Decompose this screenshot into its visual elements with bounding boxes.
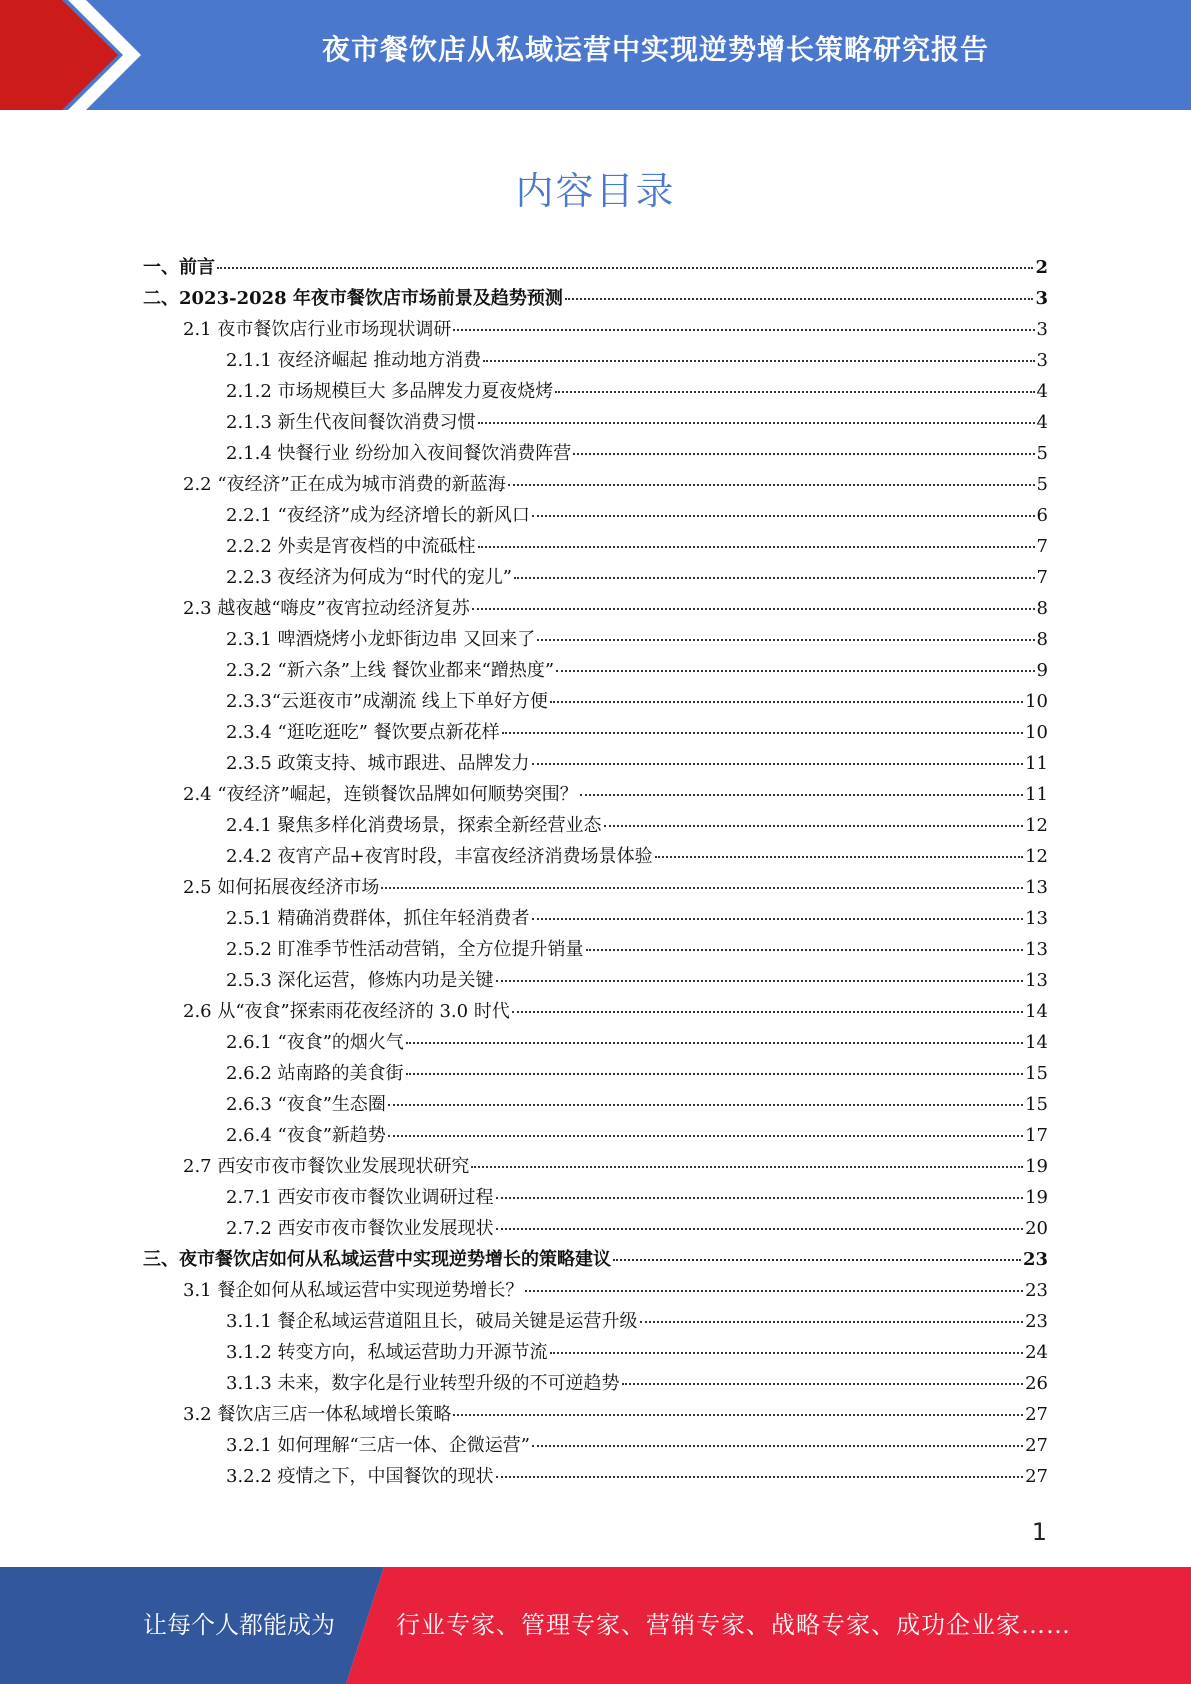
toc-leader-dots xyxy=(381,887,1023,889)
toc-entry-label: 2.3.1 啤酒烧烤小龙虾街边串 又回来了 xyxy=(226,629,536,650)
toc-leader-dots xyxy=(471,1166,1023,1168)
toc-entry[interactable] xyxy=(143,252,1048,283)
header-banner xyxy=(0,0,1191,110)
toc-entry-page: 23 xyxy=(1025,1311,1048,1332)
toc-entry[interactable] xyxy=(226,1306,1048,1337)
toc-entry-label: 2.5 如何拓展夜经济市场 xyxy=(183,877,380,898)
toc-leader-dots xyxy=(483,360,1034,362)
toc-entry[interactable] xyxy=(226,500,1048,531)
toc-leader-dots xyxy=(472,608,1035,610)
toc-entry-page: 3 xyxy=(1036,319,1048,340)
toc-leader-dots xyxy=(406,1073,1024,1075)
toc-entry[interactable] xyxy=(226,965,1048,996)
toc-entry-label: 2.6.2 站南路的美食街 xyxy=(226,1063,404,1084)
toc-entry-label: 2.7.2 西安市夜市餐饮业发展现状 xyxy=(226,1218,494,1239)
toc-entry[interactable] xyxy=(226,934,1048,965)
toc-entry-label: 一、前言 xyxy=(143,257,215,278)
toc-entry[interactable] xyxy=(226,1120,1048,1151)
toc-entry[interactable] xyxy=(226,1368,1048,1399)
toc-leader-dots xyxy=(496,1197,1024,1199)
toc-entry-page: 3 xyxy=(1036,350,1048,371)
toc-entry-page: 13 xyxy=(1025,877,1048,898)
toc-entry-label: 3.2.2 疫情之下，中国餐饮的现状 xyxy=(226,1466,494,1487)
toc-entry-page: 13 xyxy=(1025,908,1048,929)
toc-entry-label: 2.3 越夜越“嗨皮”夜宵拉动经济复苏 xyxy=(183,598,470,619)
toc-entry-label: 2.2.2 外卖是宵夜档的中流砥柱 xyxy=(226,536,476,557)
toc-entry-label: 2.2 “夜经济”正在成为城市消费的新蓝海 xyxy=(183,474,506,495)
toc-entry-label: 2.1.4 快餐行业 纷纷加入夜间餐饮消费阵营 xyxy=(226,443,572,464)
toc-entry-label: 3.1.3 未来，数字化是行业转型升级的不可逆趋势 xyxy=(226,1373,620,1394)
toc-leader-dots xyxy=(502,732,1023,734)
toc-entry-page: 13 xyxy=(1025,939,1048,960)
toc-leader-dots xyxy=(556,670,1034,672)
toc-entry-page: 10 xyxy=(1025,691,1048,712)
toc-leader-dots xyxy=(388,1135,1023,1137)
toc-entry-page: 7 xyxy=(1036,567,1048,588)
toc-entry-label: 2.1.1 夜经济崛起 推动地方消费 xyxy=(226,350,482,371)
toc-entry-page: 14 xyxy=(1025,1032,1048,1053)
toc-entry-label: 2.2.1 “夜经济”成为经济增长的新风口 xyxy=(226,505,530,526)
toc-entry-label: 3.1.2 转变方向，私域运营助力开源节流 xyxy=(226,1342,548,1363)
toc-entry-page: 11 xyxy=(1025,753,1048,774)
toc-entry-page: 8 xyxy=(1036,629,1048,650)
toc-entry[interactable] xyxy=(226,810,1048,841)
toc-entry-label: 2.6 从“夜食”探索雨花夜经济的 3.0 时代 xyxy=(183,1001,510,1022)
toc-entry[interactable] xyxy=(226,1213,1048,1244)
toc-leader-dots xyxy=(496,980,1024,982)
toc-entry[interactable] xyxy=(226,841,1048,872)
toc-entry[interactable] xyxy=(226,686,1048,717)
toc-leader-dots xyxy=(388,1104,1023,1106)
toc-leader-dots xyxy=(604,825,1024,827)
toc-entry-label: 2.3.4 “逛吃逛吃” 餐饮要点新花样 xyxy=(226,722,500,743)
toc-entry[interactable] xyxy=(183,1399,1048,1430)
toc-entry-page: 4 xyxy=(1036,381,1048,402)
toc-entry-label: 2.2.3 夜经济为何成为“时代的宠儿” xyxy=(226,567,512,588)
toc-entry-page: 5 xyxy=(1036,443,1048,464)
toc-leader-dots xyxy=(532,918,1024,920)
toc-entry-label: 2.7.1 西安市夜市餐饮业调研过程 xyxy=(226,1187,494,1208)
toc-entry-page: 12 xyxy=(1025,815,1048,836)
toc-heading: 内容目录 xyxy=(515,169,676,213)
toc-entry-label: 三、夜市餐饮店如何从私域运营中实现逆势增长的策略建议 xyxy=(143,1249,611,1270)
toc-entry[interactable] xyxy=(183,779,1048,810)
toc-entry[interactable] xyxy=(183,593,1048,624)
toc-entry-page: 3 xyxy=(1035,288,1048,309)
toc-entry[interactable] xyxy=(226,655,1048,686)
toc-leader-dots xyxy=(613,1259,1021,1261)
toc-entry-page: 4 xyxy=(1036,412,1048,433)
toc-leader-dots xyxy=(550,1352,1024,1354)
toc-entry-page: 15 xyxy=(1025,1063,1048,1084)
toc-entry-page: 5 xyxy=(1036,474,1048,495)
toc-leader-dots xyxy=(496,1228,1024,1230)
toc-entry-label: 2.4 “夜经济”崛起，连锁餐饮品牌如何顺势突围？ xyxy=(183,784,578,805)
toc-entry-label: 2.1.3 新生代夜间餐饮消费习惯 xyxy=(226,412,476,433)
toc-entry-page: 2 xyxy=(1035,257,1048,278)
toc-entry-page: 27 xyxy=(1025,1466,1048,1487)
toc-leader-dots xyxy=(478,422,1035,424)
toc-entry[interactable] xyxy=(226,1058,1048,1089)
toc-leader-dots xyxy=(514,577,1035,579)
toc-entry-page: 10 xyxy=(1025,722,1048,743)
toc-entry[interactable] xyxy=(183,1151,1048,1182)
toc-leader-dots xyxy=(555,391,1034,393)
toc-entry[interactable] xyxy=(226,1461,1048,1492)
toc-entry-label: 3.2.1 如何理解“三店一体、企微运营” xyxy=(226,1435,530,1456)
report-title: 夜市餐饮店从私域运营中实现逆势增长策略研究报告 xyxy=(321,33,989,66)
toc-entry-label: 2.5.1 精确消费群体，抓住年轻消费者 xyxy=(226,908,530,929)
toc-leader-dots xyxy=(532,515,1035,517)
toc-entry-label: 二、2023-2028 年夜市餐饮店市场前景及趋势预测 xyxy=(143,288,563,309)
toc-entry-label: 2.5.2 盯准季节性活动营销，全方位提升销量 xyxy=(226,939,584,960)
toc-leader-dots xyxy=(580,794,1023,796)
toc-leader-dots xyxy=(622,1383,1024,1385)
toc-entry-page: 13 xyxy=(1025,970,1048,991)
toc-entry[interactable] xyxy=(226,1337,1048,1368)
toc-entry[interactable] xyxy=(226,748,1048,779)
toc-entry-label: 2.6.3 “夜食”生态圈 xyxy=(226,1094,386,1115)
toc-entry[interactable] xyxy=(183,469,1048,500)
toc-entry[interactable] xyxy=(226,562,1048,593)
footer-slogan-right: 行业专家、管理专家、营销专家、战略专家、成功企业家…… xyxy=(396,1611,1071,1639)
toc-entry[interactable] xyxy=(226,407,1048,438)
toc-entry[interactable] xyxy=(226,531,1048,562)
toc-entry[interactable] xyxy=(226,717,1048,748)
toc-entry-label: 3.2 餐饮店三店一体私域增长策略 xyxy=(183,1404,452,1425)
toc-leader-dots xyxy=(565,298,1034,300)
toc-entry-label: 2.1.2 市场规模巨大 多品牌发力夏夜烧烤 xyxy=(226,381,554,402)
toc-entry-label: 2.6.4 “夜食”新趋势 xyxy=(226,1125,386,1146)
toc-entry[interactable] xyxy=(226,1089,1048,1120)
toc-entry[interactable] xyxy=(183,1275,1048,1306)
toc-entry-label: 2.4.1 聚焦多样化消费场景，探索全新经营业态 xyxy=(226,815,602,836)
toc-entry-label: 2.7 西安市夜市餐饮业发展现状研究 xyxy=(183,1156,470,1177)
toc-entry-page: 23 xyxy=(1025,1280,1048,1301)
toc-entry-label: 2.4.2 夜宵产品+夜宵时段，丰富夜经济消费场景体验 xyxy=(226,846,653,867)
toc-entry-label: 2.3.2 “新六条”上线 餐饮业都来“蹭热度” xyxy=(226,660,555,681)
toc-entry[interactable] xyxy=(226,345,1048,376)
toc-entry-page: 7 xyxy=(1036,536,1048,557)
toc-leader-dots xyxy=(217,267,1033,269)
toc-leader-dots xyxy=(525,1290,1023,1292)
toc-entry-page: 27 xyxy=(1025,1404,1048,1425)
toc-entry[interactable] xyxy=(143,283,1048,314)
toc-entry-page: 8 xyxy=(1036,598,1048,619)
toc-leader-dots xyxy=(496,1476,1024,1478)
toc-entry[interactable] xyxy=(183,314,1048,345)
toc-entry-page: 12 xyxy=(1025,846,1048,867)
toc-leader-dots xyxy=(537,639,1034,641)
toc-leader-dots xyxy=(406,1042,1023,1044)
toc-entry[interactable] xyxy=(226,903,1048,934)
toc-leader-dots xyxy=(573,453,1034,455)
toc-entry-page: 6 xyxy=(1036,505,1048,526)
footer-banner xyxy=(0,1567,1191,1684)
toc-entry-page: 23 xyxy=(1022,1249,1048,1270)
toc-leader-dots xyxy=(512,1011,1023,1013)
toc-entry-page: 27 xyxy=(1025,1435,1048,1456)
toc-leader-dots xyxy=(453,1414,1023,1416)
toc-leader-dots xyxy=(550,701,1023,703)
toc-entry-page: 17 xyxy=(1025,1125,1048,1146)
toc-entry-page: 19 xyxy=(1025,1156,1048,1177)
toc-leader-dots xyxy=(508,484,1035,486)
toc-entry[interactable] xyxy=(183,996,1048,1027)
toc-entry[interactable] xyxy=(226,1027,1048,1058)
toc-leader-dots xyxy=(655,856,1023,858)
toc-leader-dots xyxy=(640,1321,1024,1323)
toc-entry[interactable] xyxy=(143,1244,1048,1275)
toc-entry-page: 19 xyxy=(1025,1187,1048,1208)
toc-leader-dots xyxy=(532,1445,1023,1447)
toc-entry-label: 2.6.1 “夜食”的烟火气 xyxy=(226,1032,404,1053)
toc-entry[interactable] xyxy=(226,376,1048,407)
toc-entry-page: 26 xyxy=(1025,1373,1048,1394)
toc-leader-dots xyxy=(586,949,1024,951)
page-number: 1 xyxy=(1031,1518,1047,1546)
toc-leader-dots xyxy=(532,763,1024,765)
toc-entry[interactable] xyxy=(183,872,1048,903)
toc-entry-label: 3.1.1 餐企私域运营道阻且长，破局关键是运营升级 xyxy=(226,1311,638,1332)
toc-entry[interactable] xyxy=(226,1182,1048,1213)
toc-entry-label: 3.1 餐企如何从私域运营中实现逆势增长？ xyxy=(183,1280,524,1301)
toc-entry-label: 2.3.5 政策支持、城市跟进、品牌发力 xyxy=(226,753,530,774)
toc-entry-page: 20 xyxy=(1025,1218,1048,1239)
footer-slogan-left: 让每个人都能成为 xyxy=(143,1611,335,1639)
toc-entry-page: 9 xyxy=(1036,660,1048,681)
header-arrow-decoration xyxy=(0,0,160,110)
toc-entry-page: 15 xyxy=(1025,1094,1048,1115)
toc-entry-page: 24 xyxy=(1025,1342,1048,1363)
toc-entry-label: 2.5.3 深化运营，修炼内功是关键 xyxy=(226,970,494,991)
toc-entry[interactable] xyxy=(226,624,1048,655)
toc-entry-page: 11 xyxy=(1025,784,1048,805)
toc-entry-label: 2.3.3“云逛夜市”成潮流 线上下单好方便 xyxy=(226,691,548,712)
toc-entry[interactable] xyxy=(226,438,1048,469)
toc-entry[interactable] xyxy=(226,1430,1048,1461)
toc-leader-dots xyxy=(453,329,1034,331)
toc-entry-label: 2.1 夜市餐饮店行业市场现状调研 xyxy=(183,319,452,340)
toc-leader-dots xyxy=(478,546,1035,548)
toc-entry-page: 14 xyxy=(1025,1001,1048,1022)
